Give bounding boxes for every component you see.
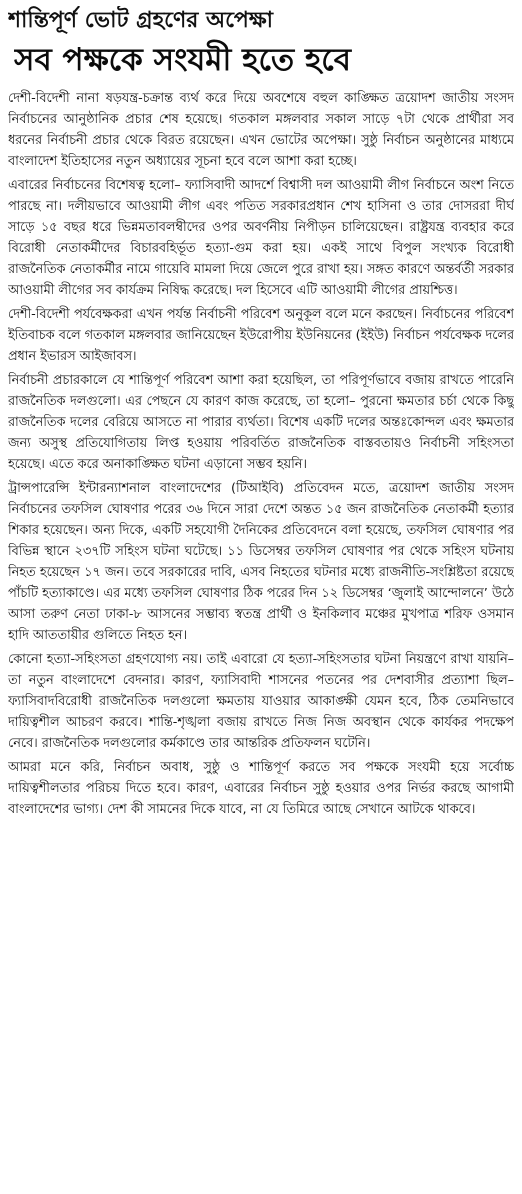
article-paragraph: আমরা মনে করি, নির্বাচন অবাধ, সুষ্ঠু ও শান্তিপূর্ণ করতে সব পক্ষকে সংযমী হয়ে সর্বোচ্চ দায়িত্বশীলতার পরিচয় দিতে হবে। কারণ, এবারের নির্বাচন সুষ্ঠু হওয়ার ওপর নির্ভর করছে আগামী বাংলাদেশের ভাগ্য। দেশ কী সামনের দিকে যাবে, না যে তিমিরে আছে সেখানে আটকে থাকবে। xyxy=(8,760,514,817)
article-body xyxy=(8,88,514,1188)
article-paragraph: দেশী-বিদেশী নানা ষড়যন্ত্র-চক্রান্ত ব্যর্থ করে দিয়ে অবশেষে বহুল কাঙ্ক্ষিত ত্রয়োদশ জাতীয় সংসদ নির্বাচনের আনুষ্ঠানিক প্রচার শেষ হয়েছে। গতকাল মঙ্গলবার সকাল সাড়ে ৭টা থেকে প্রার্থীরা সব ধরনের নির্বাচনী প্রচার থেকে বিরত রয়েছেন। এখন ভোটের অপেক্ষা। সুষ্ঠু নির্বাচন অনুষ্ঠানের মাধ্যমে বাংলাদেশ ইতিহাসের নতুন অধ্যায়ের সূচনা হবে বলে আশা করা হচ্ছে। xyxy=(8,91,514,169)
article-paragraph: ট্রান্সপারেন্সি ইন্টারন্যাশনাল বাংলাদেশের (টিআইবি) প্রতিবেদন মতে, ত্রয়োদশ জাতীয় সংসদ নির্বাচনের তফসিল ঘোষণার পরের ৩৬ দিনে সারা দেশে অন্তত ১৫ জন রাজনৈতিক নেতাকর্মী হত্যার শিকার হয়েছেন। অন্য দিকে, একটি সহযোগী দৈনিকের প্রতিবেদনে বলা হয়েছে, তফসিল ঘোষণার পর বিভিন্ন স্থানে ২৩৭টি সহিংস ঘটনা ঘটেছে। ১১ ডিসেম্বর তফসিল ঘোষণার পর থেকে সহিংস ঘটনায় নিহত হয়েছেন ১৭ জন। তবে সরকারের দাবি, এসব নিহতের ঘটনার মধ্যে রাজনীতি-সংশ্লিষ্টতা রয়েছে পাঁচটি হত্যাকাণ্ডে। এর মধ্যে তফসিল ঘোষণার ঠিক পরের দিন ১২ ডিসেম্বর ‘জুলাই আন্দোলনে’ উঠে আসা তরুণ নেতা ঢাকা-৮ আসনের সম্ভাব্য স্বতন্ত্র প্রার্থী ও ইনকিলাব মঞ্চের মুখপাত্র শরিফ ওসমান হাদি আততায়ীর গুলিতে নিহত হন। xyxy=(8,481,514,643)
article-kicker: শান্তিপূর্ণ ভোট গ্রহণের অপেক্ষা xyxy=(8,8,274,33)
article-paragraph: এবারের নির্বাচনের বিশেষত্ব হলো– ফ্যাসিবাদী আদর্শে বিশ্বাসী দল আওয়ামী লীগ নির্বাচনে অংশ নিতে পারছে না। দলীয়ভাবে আওয়ামী লীগ এবং পতিত সরকারপ্রধান শেখ হাসিনা ও তার দোসররা দীর্ঘ সাড়ে ১৫ বছর ধরে ভিন্নমতাবলম্বীদের ওপর অবর্ণনীয় নিপীড়ন চালিয়েছেন। রাষ্ট্রযন্ত্র ব্যবহার করে বিরোধী নেতাকর্মীদের বিচারবহির্ভূত হত্যা-গুম করা হয়। একই সাথে বিপুল সংখ্যক বিরোধী রাজনৈতিক নেতাকর্মীর নামে গায়েবি মামলা দিয়ে জেলে পুরে রাখা হয়। সঙ্গত কারণে অন্তর্বর্তী সরকার আওয়ামী লীগের সব কার্যক্রম নিষিদ্ধ করেছে। দল হিসেবে এটি আওয়ামী লীগের প্রায়শ্চিত্ত। xyxy=(8,178,514,298)
article-paragraph: কোনো হত্যা-সহিংসতা গ্রহণযোগ্য নয়। তাই এবারো যে হত্যা-সহিংসতার ঘটনা নিয়ন্ত্রণে রাখা যায়নি– তা নতুন বাংলাদেশে বেদনার। কারণ, ফ্যাসিবাদী শাসনের পতনের পর দেশবাসীর প্রত্যাশা ছিল– ফ্যাসিবাদবিরোধী রাজনৈতিক দলগুলো ক্ষমতায় যাওয়ার আকাঙ্ক্ষী যেমন হবে, ঠিক তেমনিভাবে দায়িত্বশীল আচরণ করবে। শান্তি-শৃঙ্খলা বজায় রাখতে নিজ নিজ অবস্থান থেকে কার্যকর পদক্ষেপ নেবে। রাজনৈতিক দলগুলোর কর্মকাণ্ডে তার আন্তরিক প্রতিফলন ঘটেনি। xyxy=(8,652,514,751)
article-headline: সব পক্ষকে সংযমী হতে হবে xyxy=(14,42,351,78)
article-paragraph: নির্বাচনী প্রচারকালে যে শান্তিপূর্ণ পরিবেশ আশা করা হয়েছিল, তা পরিপূর্ণভাবে বজায় রাখতে পারেনি রাজনৈতিক দলগুলো। এর পেছনে যে কারণ কাজ করেছে, তা হলো– পুরনো ক্ষমতার চর্চা থেকে কিছু রাজনৈতিক দলের বেরিয়ে আসতে না পারার ব্যর্থতা। বিশেষ একটি দলের অন্তঃকোন্দল এবং ক্ষমতার জন্য অসুস্থ প্রতিযোগিতায় লিপ্ত হওয়ায় পরিবর্তিত রাজনৈতিক বাস্তবতায়ও নির্বাচনী সহিংসতা হয়েছে। এতে করে অনাকাঙ্ক্ষিত ঘটনা এড়ানো সম্ভব হয়নি। xyxy=(8,373,514,472)
article-paragraph: দেশী-বিদেশী পর্যবেক্ষকরা এখন পর্যন্ত নির্বাচনী পরিবেশ অনুকূল বলে মনে করছেন। নির্বাচনের পরিবেশ ইতিবাচক বলে গতকাল মঙ্গলবার জানিয়েছেন ইউরোপীয় ইউনিয়নের (ইইউ) নির্বাচন পর্যবেক্ষক দলের প্রধান ইভারস আইজাবস। xyxy=(8,307,514,364)
